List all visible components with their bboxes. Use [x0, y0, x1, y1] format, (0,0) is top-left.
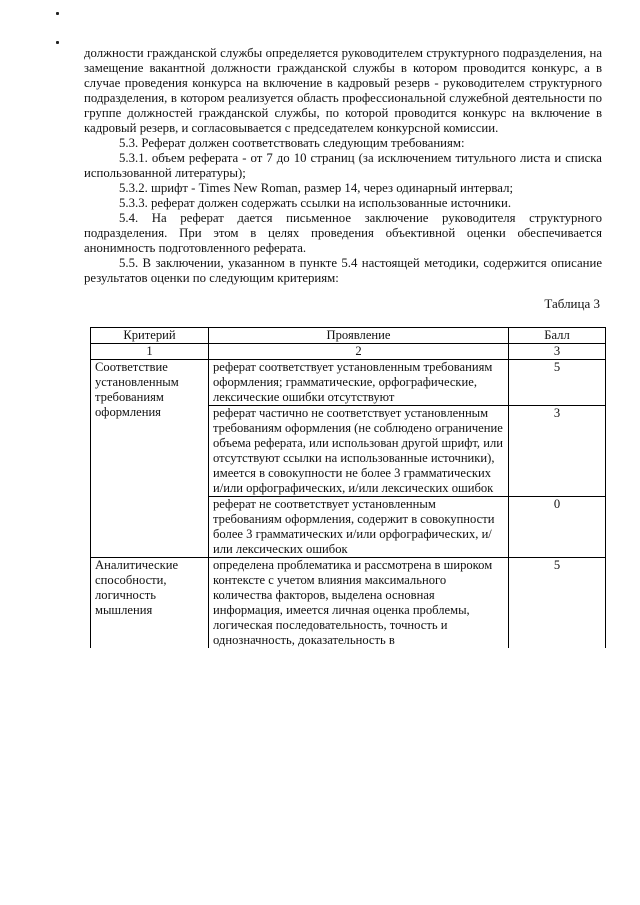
score-cell: 5: [509, 558, 606, 649]
table-header-row: [91, 328, 606, 344]
manifestation-cell: реферат частично не соответствует установленным требованиям оформления (не соблюдено ограничение объема реферата, или использован другой шрифт, или отсутствуют ссылки на использованные источники), имеется в совокупности не более 3 грамматических и/или орфографических, и/или лексических ошибок: [209, 406, 509, 497]
table-number-row: [91, 344, 606, 360]
criteria-table: [90, 327, 606, 648]
paragraph-5-4: 5.4. На реферат дается письменное заключение руководителя структурного подразделения. При этом в целях проведения объективной оценки обеспечивается анонимность подготовленного реферата.: [84, 211, 602, 255]
header-score: Балл: [509, 328, 606, 344]
scan-mark-top: [56, 12, 59, 15]
table-row: [91, 360, 606, 406]
criterion-cell: Соответствие установленным требованиям оформления: [91, 360, 209, 558]
paragraph-continuation: должности гражданской службы определяется руководителем структурного подразделения, на замещение вакантной должности гражданской службы в котором проводится конкурс, а в случае проведения конкурса на включение в кадровый резерв - руководителем структурного подразделения, в котором реализуется область профессиональной служебной деятельности по группе должностей гражданской службы, по которой проводится конкурс на включение в кадровый резерв, и согласовывается с председателем конкурсной комиссии.: [84, 46, 602, 135]
body-text: [84, 46, 602, 286]
paragraph-5-5: 5.5. В заключении, указанном в пункте 5.4 настоящей методики, содержится описание результатов оценки по следующим критериям:: [84, 256, 602, 285]
table-caption: Таблица 3: [544, 296, 600, 311]
manifestation-cell: реферат соответствует установленным требованиям оформления; грамматические, орфографические, лексические ошибки отсутствуют: [209, 360, 509, 406]
header-manifestation: Проявление: [209, 328, 509, 344]
paragraph-5-3-3: 5.3.3. реферат должен содержать ссылки на использованные источники.: [119, 196, 512, 210]
paragraph-5-3-1: 5.3.1. объем реферата - от 7 до 10 страниц (за исключением титульного листа и списка использованной литературы);: [84, 151, 602, 180]
header-criterion: Критерий: [91, 328, 209, 344]
column-number: 1: [91, 344, 209, 360]
column-number: 2: [209, 344, 509, 360]
manifestation-cell: определена проблематика и рассмотрена в широком контексте с учетом влияния максимального количества факторов, выделена основная информация, имеется личная оценка проблемы, логическая последовательность, точность и однозначность, доказательность в: [209, 558, 509, 649]
column-number: 3: [509, 344, 606, 360]
manifestation-cell: реферат не соответствует установленным требованиям оформления, содержит в совокупности более 3 грамматических и/или орфографических, и/или лексических ошибок: [209, 497, 509, 558]
criterion-cell: Аналитические способности, логичность мышления: [91, 558, 209, 649]
score-cell: 3: [509, 406, 606, 497]
scan-mark-second: [56, 41, 59, 44]
score-cell: 5: [509, 360, 606, 406]
paragraph-5-3-2: 5.3.2. шрифт - Times New Roman, размер 14, через одинарный интервал;: [119, 181, 514, 195]
score-cell: 0: [509, 497, 606, 558]
paragraph-5-3: 5.3. Реферат должен соответствовать следующим требованиям:: [119, 136, 465, 150]
table-row: [91, 558, 606, 649]
